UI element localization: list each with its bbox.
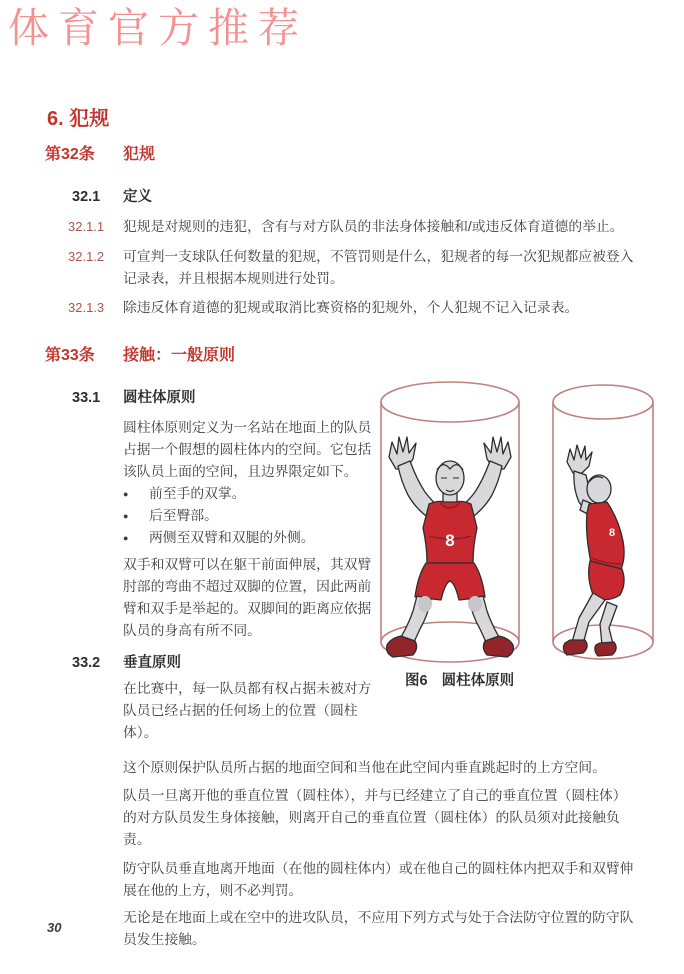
- article-33-title: 接触：一般原则: [123, 347, 236, 364]
- section-33-1-number: 33.1: [72, 390, 101, 406]
- section-33-1-title: 圆柱体原则: [123, 390, 196, 406]
- section-32-1-number: 32.1: [72, 189, 101, 205]
- bullet-text-sides: 两侧至双臂和双腿的外侧。: [149, 530, 315, 545]
- figure-6-cylinder-illustration: [377, 376, 657, 670]
- bullet-icon: ●: [123, 489, 129, 499]
- player-front-view: [387, 437, 514, 657]
- section-33-1-intro: 圆柱体原则定义为一名站在地面上的队员占据一个假想的圆柱体内的空间。它包括该队员上面的空间，且边界限定如下。: [123, 420, 372, 479]
- clause-32-1-3: [45, 297, 640, 319]
- section-33-2-number: 33.2: [72, 655, 101, 671]
- clause-32-1-2-number: 32.1.2: [68, 249, 105, 264]
- bullet-icon: ●: [123, 511, 129, 521]
- jersey-number-front: 8: [445, 531, 455, 550]
- article-33-heading: [45, 345, 640, 367]
- clause-32-1-3-text: 除违反体育道德的犯规或取消比赛资格的犯规外，个人犯规不记入记录表。: [123, 300, 579, 315]
- figure-6-caption-label: 图6: [405, 673, 428, 689]
- player-side-view: [563, 445, 624, 656]
- article-32-heading: [45, 144, 640, 166]
- clause-32-1-3-number: 32.1.3: [68, 300, 105, 315]
- section-32-1-heading: [45, 186, 640, 208]
- page-number: 30: [47, 920, 62, 935]
- section-33-1-outro: 双手和双臂可以在躯干前面伸展，其双臂肘部的弯曲不超过双脚的位置，因此两前臂和双手是举起的。双脚间的距离应依据队员的身高有所不同。: [123, 557, 372, 638]
- bullet-text-rear: 后至臀部。: [149, 508, 218, 523]
- section-33-2-p5-row: [45, 907, 640, 951]
- article-32-title: 犯规: [123, 146, 156, 163]
- section-33-2-paragraph-5: 无论是在地面上或在空中的进攻队员，不应用下列方式与处于合法防守位置的防守队员发生接触。: [123, 910, 634, 947]
- section-33-2-p2-row: [45, 757, 640, 779]
- section-33-2-paragraph-2: 这个原则保护队员所占据的地面空间和当他在此空间内垂直跳起时的上方空间。: [123, 760, 606, 775]
- cylinder-principle-figure: [377, 376, 657, 670]
- bullet-icon: ●: [123, 533, 129, 543]
- article-32-number: 第32条: [45, 146, 95, 163]
- bullet-text-front: 前至手的双掌。: [149, 486, 246, 501]
- figure-6-caption-title: 圆柱体原则: [441, 673, 515, 689]
- article-33-number: 第33条: [45, 347, 95, 364]
- section-33-2-p1-row: [45, 678, 640, 744]
- clause-32-1-2-text: 可宣判一支球队任何数量的犯规，不管罚则是什么，犯规者的每一次犯规都应被登入记录表，并且根据本规则进行处罚。: [123, 249, 634, 286]
- watermark-text: 体育官方推荐: [8, 5, 308, 51]
- section-33-2-title: 垂直原则: [123, 655, 181, 671]
- section-33-2-paragraph-3: 队员一旦离开他的垂直位置（圆柱体），并与已经建立了自己的垂直位置（圆柱体）的对方队员发生身体接触，则离开自己的垂直位置（圆柱体）的队员须对此接触负责。: [123, 788, 627, 847]
- clause-32-1-2: [45, 246, 640, 290]
- figure-6-caption: [405, 670, 514, 692]
- chapter-title: 6. 犯规: [47, 108, 110, 130]
- clause-32-1-1-text: 犯规是对规则的违犯，含有与对方队员的非法身体接触和/或违反体育道德的举止。: [123, 219, 624, 234]
- section-32-1-title: 定义: [123, 189, 152, 205]
- section-33-2-p3-row: [45, 785, 640, 851]
- clause-32-1-1: [45, 216, 640, 238]
- section-33-2-paragraph-1: 在比赛中，每一队员都有权占据未被对方队员已经占据的任何场上的位置（圆柱体）。: [123, 681, 372, 740]
- section-33-2-p4-row: [45, 858, 640, 902]
- jersey-number-side: 8: [608, 527, 616, 539]
- section-33-2-paragraph-4: 防守队员垂直地离开地面（在他的圆柱体内）或在他自己的圆柱体内把双手和双臂伸展在他的上方，则不必判罚。: [123, 861, 634, 898]
- clause-32-1-1-number: 32.1.1: [68, 219, 105, 234]
